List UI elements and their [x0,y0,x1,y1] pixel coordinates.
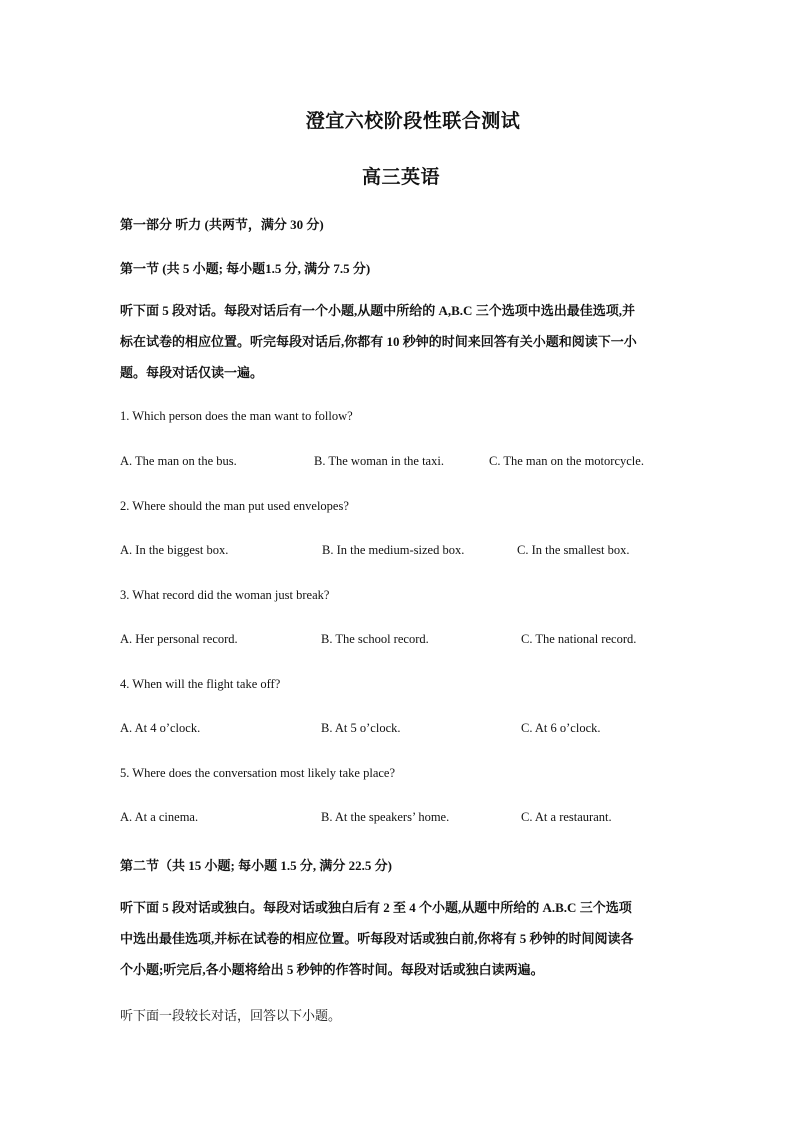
instruction-line: 题。每段对话仅读一遍。 [120,365,264,380]
question-1-option-b: B. The woman in the taxi. [314,454,444,468]
question-1: 1. Which person does the man want to follow? [120,409,353,423]
section2-heading: 第二节（共 15 小题; 每小题 1.5 分, 满分 22.5 分) [120,858,392,873]
question-1-option-a: A. The man on the bus. [120,454,237,468]
exam-title: 澄宜六校阶段性联合测试 [305,111,521,132]
instruction-line: 听下面 5 段对话。每段对话后有一个小题,从题中所给的 A,B.C 三个选项中选出最佳选项,并 [120,303,635,318]
exam-subtitle: 高三英语 [361,167,440,188]
section2-instructions [120,892,676,985]
question-2-option-c: C. In the smallest box. [517,543,630,557]
instruction-line: 中选出最佳选项,并标在试卷的相应位置。听每段对话或独白前,你将有 5 秒钟的时间阅读各 [120,931,634,946]
question-5-option-c: C. At a restaurant. [521,810,612,824]
question-5: 5. Where does the conversation most likely take place? [120,766,396,780]
section1-heading: 第一节 (共 5 小题; 每小题1.5 分, 满分 7.5 分) [120,261,371,276]
question-3-option-c: C. The national record. [521,632,637,646]
instruction-line: 听下面 5 段对话或独白。每段对话或独白后有 2 至 4 个小题,从题中所给的 A.B.C 三个选项 [120,900,632,915]
question-3-option-b: B. The school record. [321,632,429,646]
question-4-option-c: C. At 6 o’clock. [521,721,601,735]
question-1-option-c: C. The man on the motorcycle. [489,454,644,468]
section1-instructions [120,295,676,388]
question-4: 4. When will the flight take off? [120,677,281,691]
question-5-option-a: A. At a cinema. [120,810,199,824]
question-2: 2. Where should the man put used envelopes? [120,499,349,513]
question-2-option-b: B. In the medium-sized box. [322,543,465,557]
question-5-option-b: B. At the speakers’ home. [321,810,450,824]
question-3-option-a: A. Her personal record. [120,632,238,646]
question-4-option-b: B. At 5 o’clock. [321,721,401,735]
instruction-line: 标在试卷的相应位置。听完每段对话后,你都有 10 秒钟的时间来回答有关小题和阅读下一小 [120,334,637,349]
part1-heading: 第一部分 听力 (共两节，满分 30 分) [120,217,324,232]
question-3: 3. What record did the woman just break? [120,588,330,602]
instruction-line: 个小题;听完后,各小题将给出 5 秒钟的作答时间。每段对话或独白读两遍。 [120,962,544,977]
section2-note: 听下面一段较长对话，回答以下小题。 [120,1008,342,1023]
question-4-option-a: A. At 4 o’clock. [120,721,201,735]
question-2-option-a: A. In the biggest box. [120,543,229,557]
